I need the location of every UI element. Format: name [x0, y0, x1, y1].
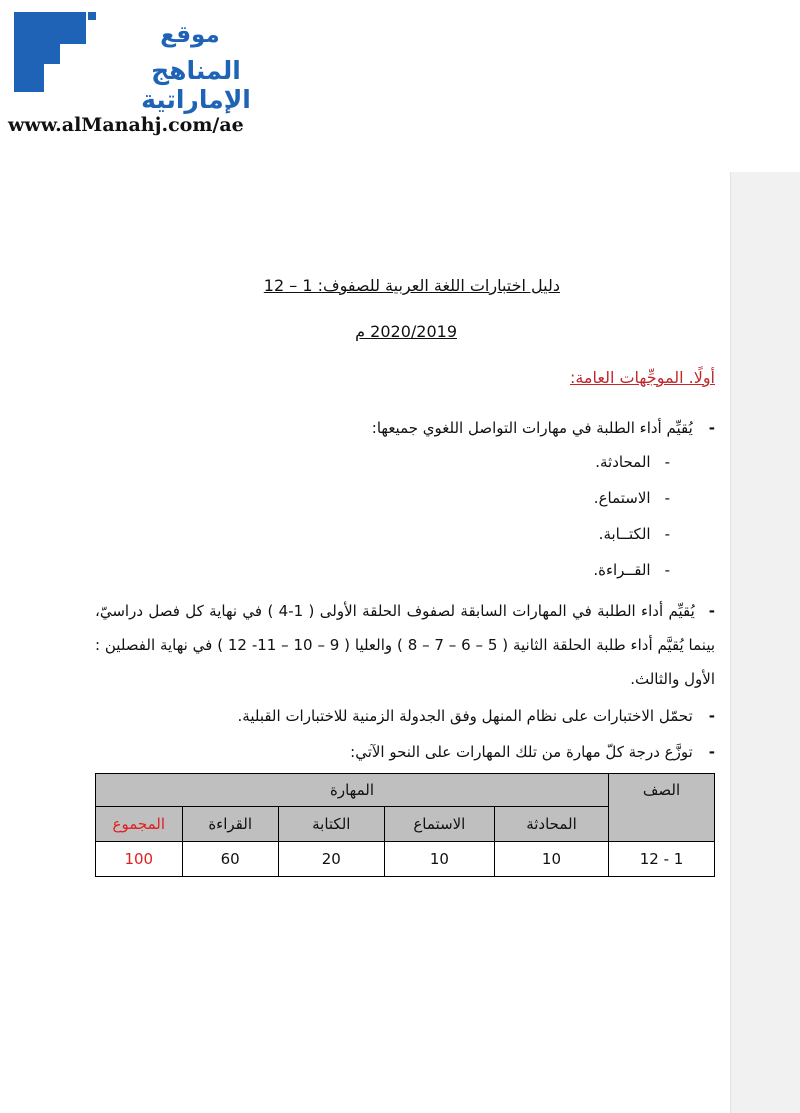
logo-text-line2: المناهج الإماراتية: [141, 56, 251, 114]
skill-reading: القــراءة.: [593, 561, 651, 579]
table-cell: 10: [494, 842, 608, 877]
grade-header-cell: الصف: [609, 774, 715, 842]
sub-list-item: -الكتــابة.: [598, 525, 670, 543]
table-cell: 20: [278, 842, 384, 877]
bullet-item: [15, 418, 715, 438]
sub-list-item: -الاستماع.: [593, 489, 670, 507]
column-header: المحادثة: [494, 807, 608, 842]
logo-block-icon: [88, 12, 96, 20]
logo-text-line1: موقع: [160, 22, 220, 48]
table-cell: 10: [384, 842, 494, 877]
logo-block-icon: [14, 12, 60, 64]
logo-block-icon: [14, 64, 44, 92]
logo-block-icon: [60, 12, 86, 44]
side-panel: [730, 172, 800, 1113]
site-url-link[interactable]: www.alManahj.com/ae: [8, 114, 244, 136]
bullet-item: [95, 594, 715, 696]
bullet-text: يُقيِّم أداء الطلبة في مهارات التواصل اللغوي جميعها:: [371, 419, 693, 437]
column-header-total: المجموع: [96, 807, 183, 842]
document-year: 2020/2019 م: [355, 322, 457, 341]
bullet-text: توزَّع درجة كلّ مهارة من تلك المهارات على النحو الآتي:: [350, 743, 693, 761]
column-header: القراءة: [182, 807, 278, 842]
bullet-dash: -: [708, 743, 715, 761]
bullet-dash: -: [708, 602, 715, 620]
bullet-text: تحمّل الاختبارات على نظام المنهل وفق الجدولة الزمنية للاختبارات القبلية.: [237, 707, 693, 725]
column-header: الاستماع: [384, 807, 494, 842]
bullet-item: [15, 742, 715, 762]
document-title: دليل اختبارات اللغة العربية للصفوف: 1 – 12: [263, 276, 560, 295]
skill-listening: الاستماع.: [593, 489, 651, 507]
skills-grade-table: [95, 773, 715, 877]
column-header: الكتابة: [278, 807, 384, 842]
skill-speaking: المحادثة.: [595, 453, 651, 471]
grade-cell: 1 - 12: [609, 842, 715, 877]
total-cell: 100: [96, 842, 183, 877]
table-cell: 60: [182, 842, 278, 877]
bullet-dash: -: [708, 707, 715, 725]
bullet-text: يُقيِّم أداء الطلبة في المهارات السابقة لصفوف الحلقة الأولى ( 1-4 ) في نهاية كل فصل دراسيّ، بينما يُقيَّم أداء طلبة الحلقة الثانية ( 5 – 6 – 7 – 8 ) والعليا ( 9 – 10 – 11- 12 ) في نهاية الفصلين : الأول والثالث.: [95, 602, 716, 688]
skill-writing: الكتــابة.: [598, 525, 651, 543]
sub-list-item: -القــراءة.: [593, 561, 670, 579]
bullet-dash: -: [708, 419, 715, 437]
skill-header-cell: المهارة: [96, 774, 609, 807]
bullet-item: [15, 706, 715, 726]
sub-list-item: -المحادثة.: [595, 453, 670, 471]
section-heading: أولًا. الموجِّهات العامة:: [569, 368, 715, 387]
